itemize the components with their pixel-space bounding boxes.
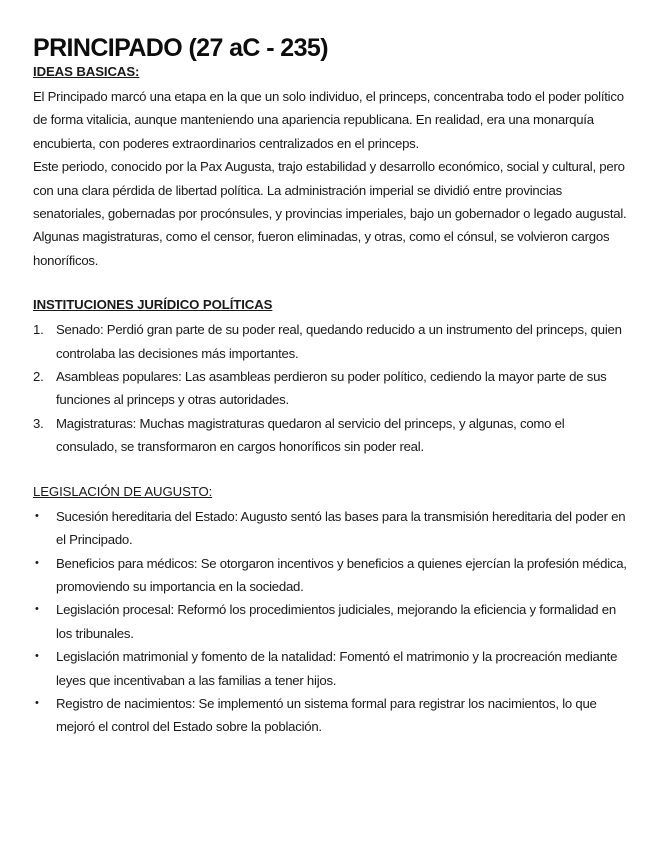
bullet-list bbox=[33, 505, 628, 739]
bullet-icon: • bbox=[35, 509, 39, 522]
bullet-icon: • bbox=[35, 603, 39, 616]
list-item bbox=[33, 365, 628, 412]
list-number: 2. bbox=[33, 369, 44, 385]
section-heading-instituciones: INSTITUCIONES JURÍDICO POLÍTICAS bbox=[33, 297, 273, 313]
page-title: PRINCIPADO (27 aC - 235) bbox=[33, 34, 328, 62]
list-item-text: Senado: Perdió gran parte de su poder real, quedando reducido a un instrumento del princeps, quien controlaba las decisiones más importantes. bbox=[56, 322, 622, 361]
bullet-icon: • bbox=[35, 696, 39, 709]
list-item-text: Beneficios para médicos: Se otorgaron incentivos y beneficios a quienes ejercían la profesión médica, promoviendo su importancia en la sociedad. bbox=[56, 555, 627, 594]
paragraph: Este periodo, conocido por la Pax Augusta, trajo estabilidad y desarrollo económico, social y cultural, pero con una clara pérdida de libertad política. La administración imperial se dividió entre provincias senatoriales, gobernadas por procónsules, y provincias imperiales, bajo un gobernador o legado augustal. Algunas magistraturas, como el censor, fueron eliminadas, y otras, como el cónsul, se volvieron cargos honoríficos. bbox=[33, 159, 627, 268]
bullet-icon: • bbox=[35, 650, 39, 663]
list-number: 3. bbox=[33, 415, 44, 431]
list-item-text: Asambleas populares: Las asambleas perdieron su poder político, cediendo la mayor parte de sus funciones al princeps y otras autoridades. bbox=[56, 369, 607, 408]
section-spacer bbox=[33, 272, 628, 297]
section-spacer bbox=[33, 459, 628, 484]
list-item-text: Magistraturas: Muchas magistraturas quedaron al servicio del princeps, y algunas, como el consulado, se transformaron en cargos honoríficos sin poder real. bbox=[56, 415, 565, 455]
list-item bbox=[33, 692, 628, 739]
bullet-icon: • bbox=[35, 556, 39, 569]
list-item-text: Sucesión hereditaria del Estado: Augusto sentó las bases para la transmisión hereditaria del poder en el Principado. bbox=[56, 508, 626, 548]
section-ideas-basicas bbox=[33, 64, 628, 272]
list-item bbox=[33, 505, 628, 552]
document-page bbox=[33, 32, 628, 739]
section-heading-legislacion: LEGISLACIÓN DE AUGUSTO: bbox=[33, 483, 213, 499]
list-number: 1. bbox=[33, 322, 44, 338]
section-heading-ideas: IDEAS BASICAS: bbox=[33, 64, 140, 79]
list-item bbox=[33, 598, 628, 645]
list-item-text: Legislación procesal: Reformó los procedimientos judiciales, mejorando la eficiencia y formalidad en los tribunales. bbox=[56, 602, 616, 641]
list-item bbox=[33, 412, 628, 459]
list-item bbox=[33, 645, 628, 692]
section-instituciones bbox=[33, 297, 628, 458]
list-item bbox=[33, 552, 628, 599]
paragraph: El Principado marcó una etapa en la que un solo individuo, el princeps, concentraba todo el poder político de forma vitalicia, aunque manteniendo una apariencia republicana. En realidad, era una monarquía encubierta, con poderes extraordinarios centralizados en el princeps. bbox=[33, 89, 624, 151]
list-item-text: Registro de nacimientos: Se implementó un sistema formal para registrar los nacimientos, lo que mejoró el control del Estado sobre la población. bbox=[56, 695, 597, 735]
numbered-list bbox=[33, 318, 628, 458]
section-legislacion bbox=[33, 484, 628, 739]
list-item-text: Legislación matrimonial y fomento de la natalidad: Fomentó el matrimonio y la procreación mediante leyes que incentivaban a las familias a tener hijos. bbox=[56, 649, 618, 688]
list-item bbox=[33, 318, 628, 365]
